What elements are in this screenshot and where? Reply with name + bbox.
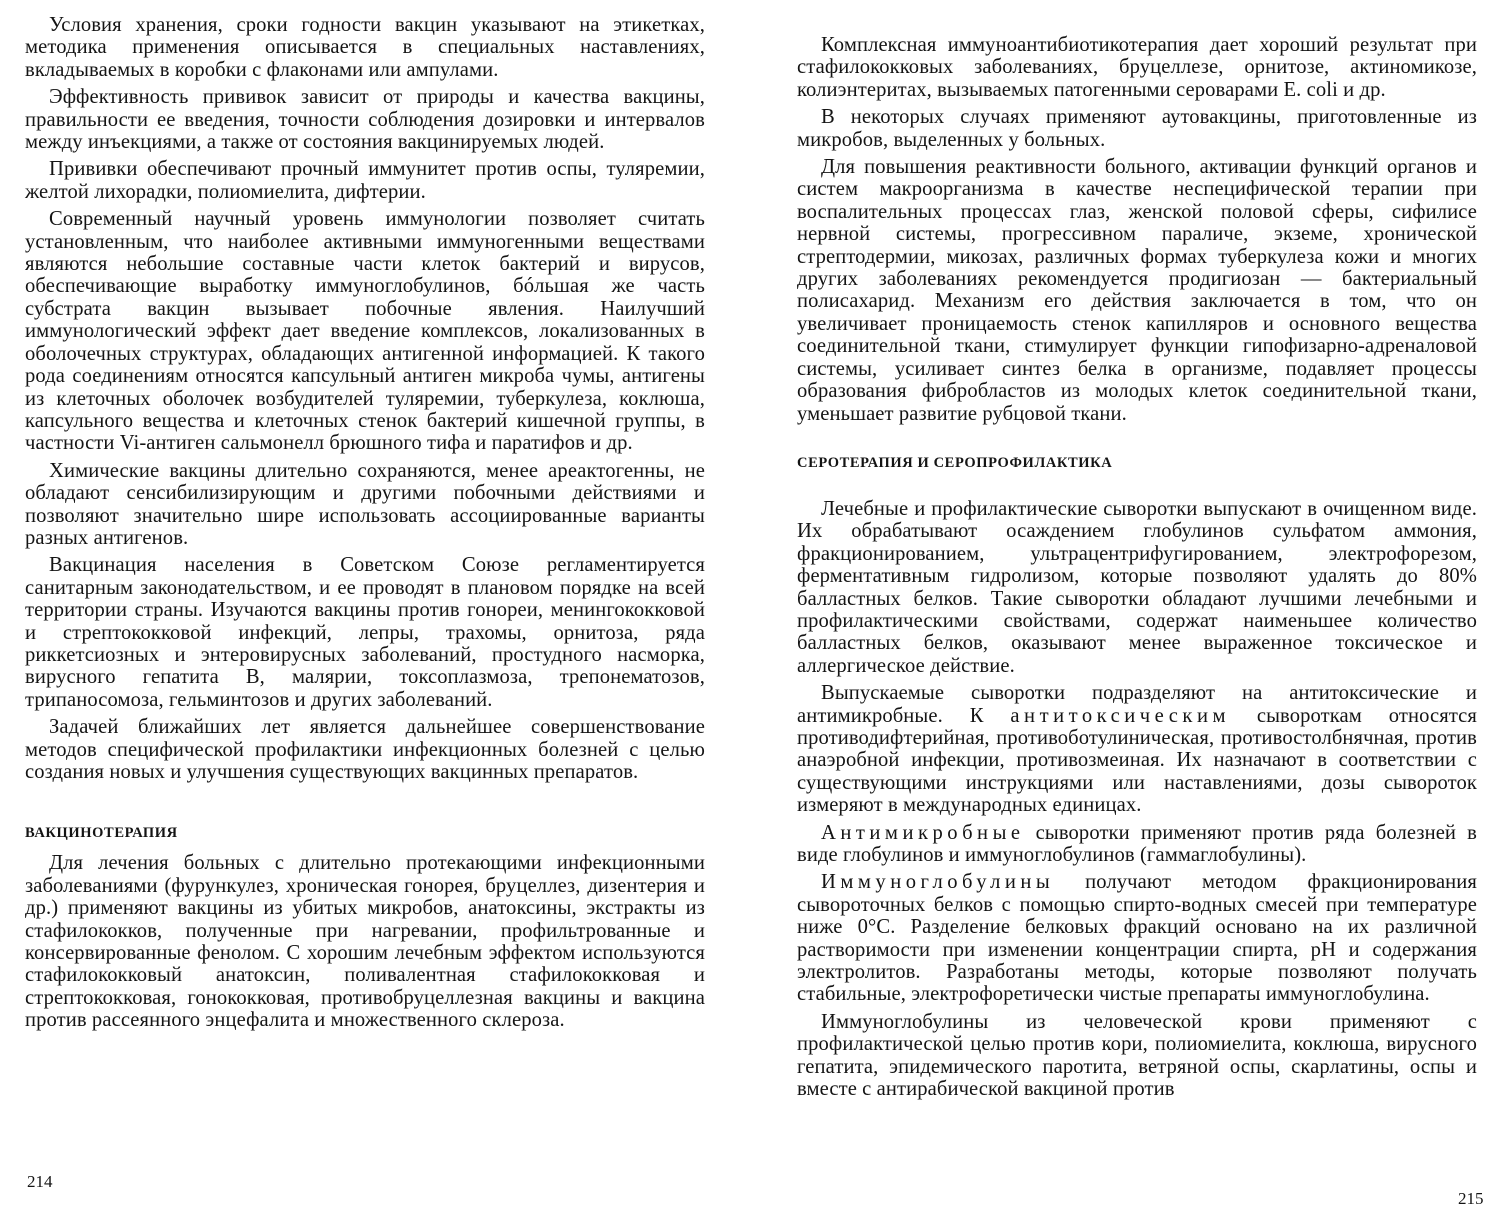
section-heading: СЕРОТЕРАПИЯ И СЕРОПРОФИЛАКТИКА xyxy=(797,454,1113,471)
page-number-right: 215 xyxy=(1458,1189,1484,1208)
paragraph xyxy=(797,682,1477,816)
page-number-left: 214 xyxy=(27,1172,53,1191)
paragraph: Иммуноглобулины из человеческой крови применяют с профилактической целью против кори, полиомиелита, коклюша, вирусного гепатита, эпидемического паротита, ветряной оспы, скарлатины, оспы и вместе с антирабической вакциной против xyxy=(797,1010,1477,1101)
page-215-column xyxy=(797,34,1477,1105)
paragraph: Лечебные и профилактические сыворотки выпускают в очищенном виде. Их обрабатывают осаждением глобулинов сульфатом аммония, фракционированием, ультрацентрифугированием, электрофорезом, ферментативным гидролизом, которые позволяют удалять до 80% балластных белков. Такие сыворотки обладают лучшими лечебными и профилактическими свойствами, содержат наименьшее количество балластных белков, оказывают менее выраженное токсическое и аллергическое действие. xyxy=(797,497,1477,677)
paragraph: Вакцинация населения в Советском Союзе регламентируется санитарным законодательством, и ее проводят в плановом порядке на всей территории страны. Изучаются вакцины против гонореи, менингококковой и стрептококковой инфекций, лепры, трахомы, орнитоза, ряда риккетсиозных и энтеровирусных заболеваний, простудного насморка, вирусного гепатита В, малярии, токсоплазмоза, трепонематозов, трипаносомоза, гельминтозов и других заболеваний. xyxy=(25,554,705,711)
paragraph: Комплексная иммуноантибиотикотерапия дает хороший результат при стафилококковых заболеваниях, бруцеллезе, орнитозе, актиномикозе, колиэнтеритах, вызываемых патогенными сероварами E. coli и др. xyxy=(797,34,1477,101)
text-run: Выпускаемые сыворотки подразделяют на антитоксические и антимикробные. К xyxy=(797,682,1477,727)
paragraph xyxy=(797,822,1477,867)
paragraph: В некоторых случаях применяют аутовакцины, приготовленные из микробов, выделенных у больных. xyxy=(797,106,1477,151)
paragraph: Химические вакцины длительно сохраняются, менее ареактогенны, не обладают сенсибилизирующим и другими побочными действиями и позволяют значительно шире использовать ассоциированные варианты разных антигенов. xyxy=(25,459,705,549)
spaced-term: Антимикробные xyxy=(821,821,1025,844)
text-run: сыворотки применяют против ряда болезней в виде глобулинов и иммуноглобулинов (гаммаглобулины). xyxy=(797,821,1477,866)
page-214-column xyxy=(25,14,705,1037)
paragraph: Для повышения реактивности больного, активации функций органов и систем макроорганизма в качестве неспецифической терапии при воспалительных процессах глаз, женской половой сферы, сифилисе нервной системы, прогрессивном параличе, экземе, хронической стрептодермии, микозах, различных формах туберкулеза кожи и многих других заболеваниях рекомендуется продигиозан — бактериальный полисахарид. Механизм его действия заключается в том, что он увеличивает проницаемость стенок капилляров и основного вещества соединительной ткани, стимулирует функции гипофизарно-адреналовой системы, усиливает синтез белка в организме, подавляет процессы образования фибробластов из молодых клеток соединительной ткани, уменьшает развитие рубцовой ткани. xyxy=(797,156,1477,425)
paragraph: Задачей ближайших лет является дальнейшее совершенствование методов специфической профилактики инфекционных болезней с целью создания новых и улучшения существующих вакцинных препаратов. xyxy=(25,716,705,783)
text-run: получают методом фракционирования сывороточных белков с помощью спирто-водных смесей при температуре ниже 0°С. Разделение белковых фракций основано на их различной растворимости при изменении концентрации спирта, рН и содержания электролитов. Разработаны методы, которые позволяют получать стабильные, электрофоретически чистые препараты иммуноглобулина. xyxy=(797,871,1477,1006)
paragraph xyxy=(797,871,1477,1005)
paragraph: Современный научный уровень иммунологии позволяет считать установленным, что наиболее активными иммуногенными веществами являются небольшие составные части клеток бактерий и вирусов, обеспечивающие выработку иммуноглобулинов, бóльшая же часть субстрата вакцин вызывает побочные явления. Наилучший иммунологический эффект дает введение комплексов, локализованных в оболочечных структурах, обладающих антигенной информацией. К такого рода соединениям относятся капсульный антиген микроба чумы, антигены из клеточных оболочек возбудителей туляремии, туберкулеза, коклюша, капсульного вещества и клеточных стенок бактерий кишечной группы, в частности Vi-антиген сальмонелл брюшного тифа и паратифов и др. xyxy=(25,208,705,455)
paragraph: Для лечения больных с длительно протекающими инфекционными заболеваниями (фурункулез, хроническая гонорея, бруцеллез, дизентерия и др.) применяют вакцины из убитых микробов, анатоксины, экстракты из стафилококков, полученные при нагревании, профильтрованные и консервированные фенолом. С хорошим лечебным эффектом используются стафилококковый анатоксин, поливалентная стафилококковая и стрептококковая, гонококковая, противобруцеллезная вакцины и вакцина против рассеянного энцефалита и множественного склероза. xyxy=(25,852,705,1032)
text-run: сывороткам относятся противодифтерийная, противоботулиническая, противостолбнячная, против анаэробной инфекции, противозмеиная. Их назначают в соответствии с существующими инструкциями или наставлениями, дозы сывороток измеряют в международных единицах. xyxy=(797,704,1477,817)
paragraph: Условия хранения, сроки годности вакцин указывают на этикетках, методика применения описывается в специальных наставлениях, вкладываемых в коробки с флаконами или ампулами. xyxy=(25,14,705,81)
section-heading: ВАКЦИНОТЕРАПИЯ xyxy=(25,825,178,842)
paragraph: Прививки обеспечивают прочный иммунитет против оспы, туляремии, желтой лихорадки, полиомиелита, дифтерии. xyxy=(25,158,705,203)
spaced-term: антитоксическим xyxy=(1010,704,1230,727)
spaced-term: Иммуноглобулины xyxy=(821,871,1055,894)
paragraph: Эффективность прививок зависит от природы и качества вакцины, правильности ее введения, точности соблюдения дозировки и интервалов между инъекциями, а также от состояния вакцинируемых людей. xyxy=(25,86,705,154)
